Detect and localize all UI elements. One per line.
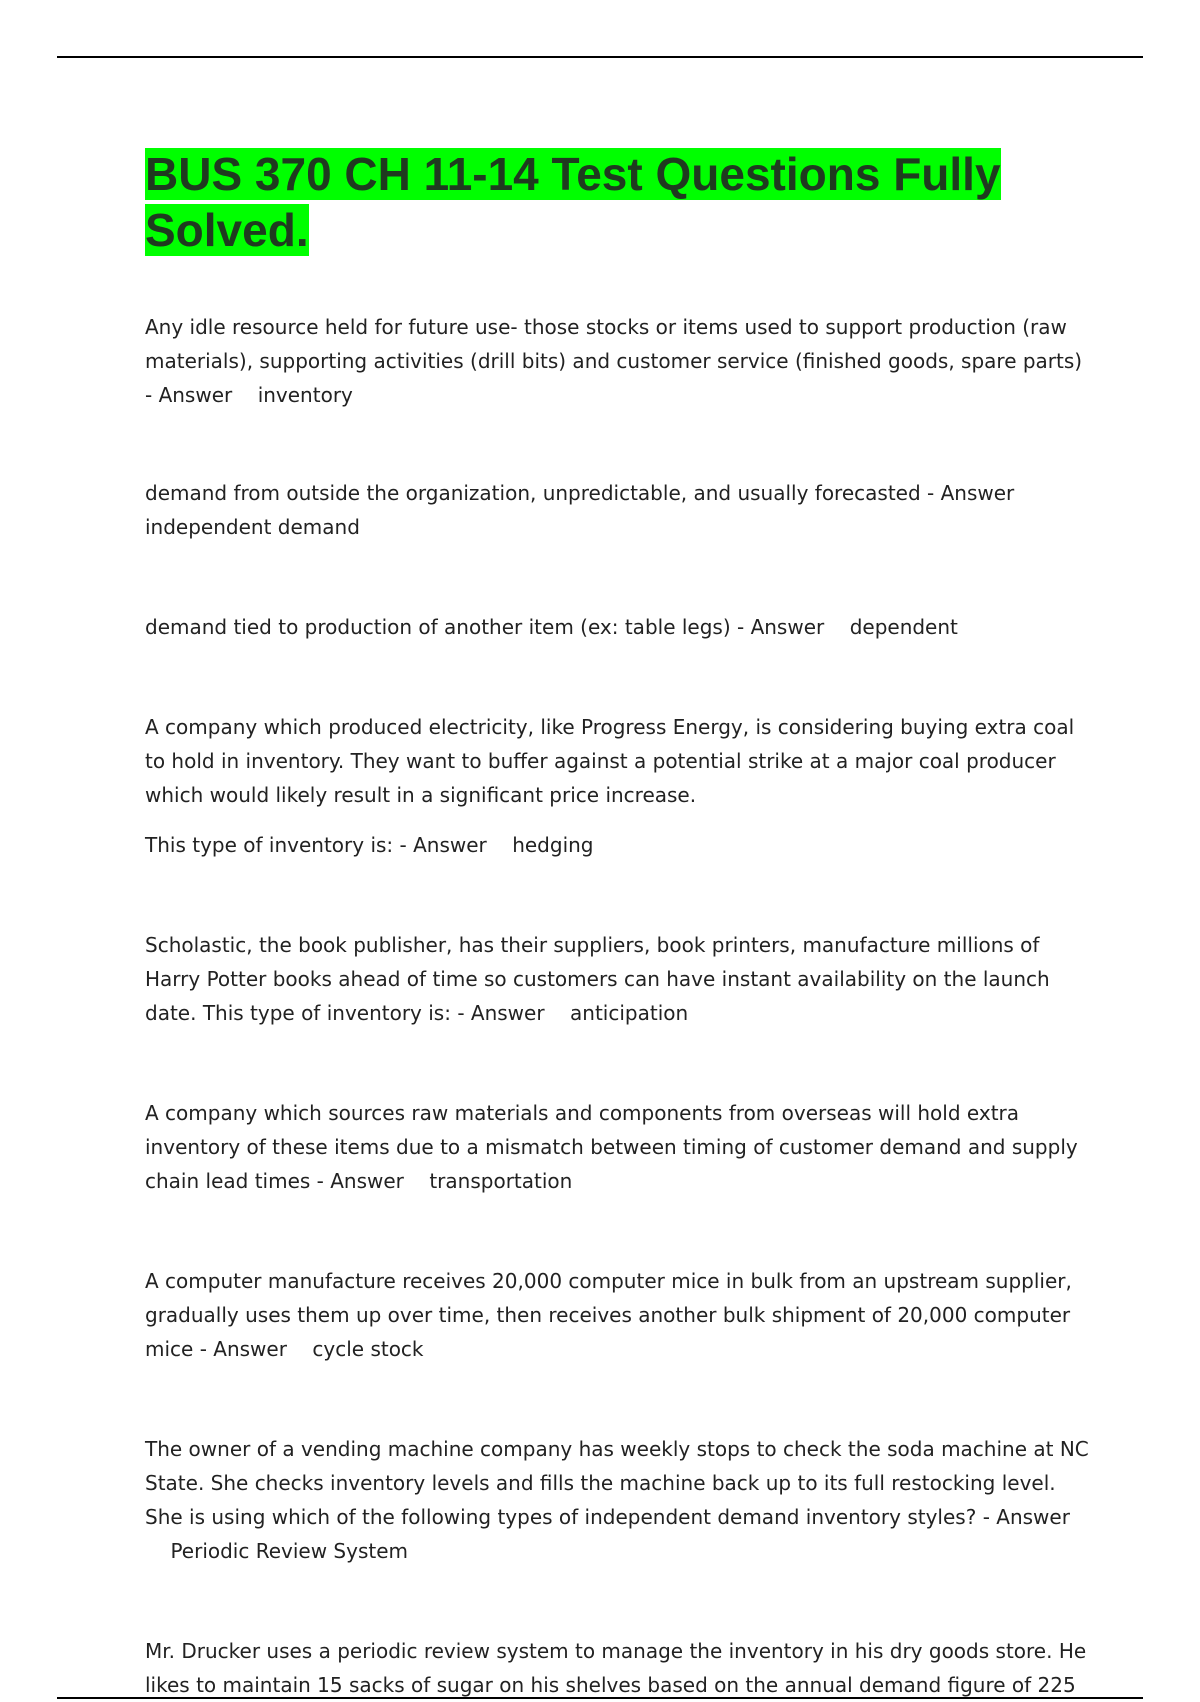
qa-item [145, 476, 1095, 544]
qa-text [145, 828, 1095, 862]
question-text: demand tied to production of another item (ex: table legs) [145, 615, 731, 639]
header-rule [57, 56, 1143, 58]
question-text: Mr. Drucker uses a periodic review system to manage the inventory in his dry goods store. He likes to maintain 15 sacks of sugar on his shelves based on the annual demand figure of 225 [145, 1639, 1087, 1697]
answer-label: - Answer [982, 1505, 1070, 1529]
qa-item [145, 1432, 1095, 1568]
answer-text: Periodic Review System [170, 1539, 409, 1563]
qa-text [145, 1432, 1095, 1568]
answer-label: - Answer [457, 1001, 545, 1025]
answer-text: inventory [257, 383, 353, 407]
question-text: Scholastic, the book publisher, has their suppliers, book printers, manufacture millions of Harry Potter books ahead of time so customers can have instant availability on the launch date. This type of inventory is: [145, 933, 1050, 1025]
answer-label: - Answer [316, 1169, 404, 1193]
answer-text: dependent [849, 615, 958, 639]
question-text: demand from outside the organization, unpredictable, and usually forecasted [145, 481, 921, 505]
question-text: A company which sources raw materials and components from overseas will hold extra inventory of these items due to a mismatch between timing of customer demand and supply chain lead times [145, 1101, 1078, 1193]
qa-text [145, 1096, 1095, 1198]
answer-label: - Answer [199, 1337, 287, 1361]
answer-text: hedging [512, 833, 594, 857]
answer-label: - Answer [927, 481, 1015, 505]
qa-text [145, 928, 1095, 1030]
question-text: A computer manufacture receives 20,000 computer mice in bulk from an upstream supplier, gradually uses them up over time, then receives another bulk shipment of 20,000 computer mice [145, 1269, 1072, 1361]
qa-text [145, 1264, 1095, 1366]
answer-text: transportation [429, 1169, 573, 1193]
footer-rule [57, 1697, 1143, 1699]
question-text: Any idle resource held for future use- those stocks or items used to support production (raw materials), supporting activities (drill bits) and customer service (finished goods, spare parts) [145, 315, 1083, 373]
qa-item [145, 710, 1095, 862]
document-body [145, 146, 1095, 1702]
answer-text: independent demand [145, 515, 360, 539]
answer-text: anticipation [570, 1001, 689, 1025]
answer-label: - Answer [399, 833, 487, 857]
qa-item [145, 1264, 1095, 1366]
qa-item [145, 1096, 1095, 1198]
document-title: BUS 370 CH 11-14 Test Questions Fully Solved. [145, 148, 1001, 256]
qa-text [145, 310, 1095, 412]
answer-label: - Answer [145, 383, 233, 407]
qa-item [145, 610, 1095, 644]
qa-text [145, 610, 1095, 644]
question-text: A company which produced electricity, like Progress Energy, is considering buying extra coal to hold in inventory. They want to buffer against a potential strike at a major coal producer which would likely result in a significant price increase. [145, 715, 1075, 807]
qa-text [145, 476, 1095, 544]
answer-text: cycle stock [312, 1337, 424, 1361]
question-text-continued: This type of inventory is: [145, 833, 394, 857]
answer-label: - Answer [737, 615, 825, 639]
qa-item [145, 310, 1095, 412]
qa-item [145, 1634, 1095, 1702]
qa-item [145, 928, 1095, 1030]
question-text: The owner of a vending machine company has weekly stops to check the soda machine at NC State. She checks inventory levels and fills the machine back up to its full restocking level. She is using which of the following types of independent demand inventory styles? [145, 1437, 1089, 1529]
